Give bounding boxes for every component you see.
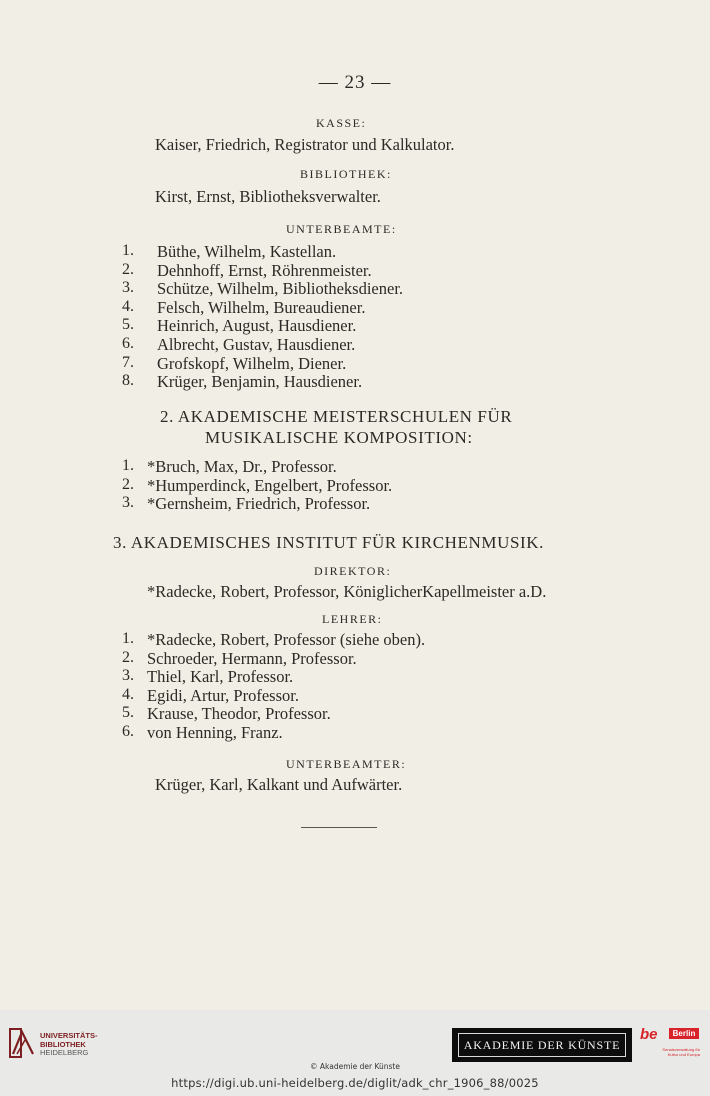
unterbeamte-item-number: 7. — [122, 353, 134, 371]
lehrer-item-number: 4. — [122, 685, 134, 703]
section2-item-entry: *Humperdinck, Engelbert, Professor. — [147, 475, 393, 495]
section2-item-number: 3. — [122, 494, 134, 512]
unterbeamte-item-entry: Schütze, Wilhelm, Bibliotheksdiener. — [157, 279, 404, 299]
ub-line2: BIBLIOTHEK — [40, 1039, 86, 1049]
lehrer-item-entry: *Radecke, Robert, Professor (siehe oben). — [147, 630, 426, 649]
viewer-footer — [0, 1010, 710, 1096]
section2-item-entry: *Bruch, Max, Dr., Professor. — [147, 457, 337, 476]
unterbeamte-item-entry: Büthe, Wilhelm, Kastellan. — [157, 242, 337, 261]
unterbeamte-item-entry: Albrecht, Gustav, Hausdiener. — [157, 335, 356, 354]
unterbeamte-item-entry: Dehnhoff, Ernst, Röhrenmeister. — [157, 260, 372, 280]
section3-heading: 3. AKADEMISCHES INSTITUT FÜR KIRCHENMUSIK. — [113, 533, 545, 552]
kasse-entry: Kaiser, Friedrich, Registrator und Kalkulator. — [155, 135, 455, 154]
unterbeamter-entry: Krüger, Karl, Kalkant und Aufwärter. — [155, 775, 403, 794]
section2-item-number: 2. — [122, 475, 134, 493]
section2-heading-line1: 2. AKADEMISCHE MEISTERSCHULEN FÜR — [160, 407, 513, 426]
unterbeamte-item-number: 3. — [122, 279, 134, 297]
lehrer-item-entry: von Henning, Franz. — [147, 723, 283, 742]
berlin-subtitle: Senatsverwaltung für Kultur und Europa — [662, 1047, 700, 1057]
lehrer-item-entry: Egidi, Artur, Professor. — [147, 685, 299, 705]
unterbeamter-label: UNTERBEAMTER: — [286, 757, 407, 771]
lehrer-item-entry: Schroeder, Hermann, Professor. — [147, 648, 357, 668]
lehrer-item-entry: Thiel, Karl, Professor. — [147, 667, 294, 687]
unterbeamte-item-number: 1. — [122, 242, 134, 259]
unterbeamte-item-number: 4. — [122, 297, 134, 315]
copyright-notice: © Akademie der Künste — [310, 1062, 400, 1071]
lehrer-item-number: 1. — [122, 630, 134, 647]
bibliothek-label: BIBLIOTHEK: — [300, 167, 392, 181]
unterbeamte-item-entry: Krüger, Benjamin, Hausdiener. — [157, 372, 363, 392]
unterbeamte-item-number: 5. — [122, 316, 134, 334]
unterbeamte-item-entry: Felsch, Wilhelm, Bureaudiener. — [157, 297, 366, 317]
ub-heidelberg-logo-icon[interactable] — [9, 1028, 35, 1058]
adk-logo-text: AKADEMIE DER KÜNSTE — [458, 1033, 626, 1057]
section2-item-number: 1. — [122, 457, 134, 474]
unterbeamte-label: UNTERBEAMTE: — [286, 222, 397, 236]
unterbeamte-item-entry: Heinrich, August, Hausdiener. — [157, 316, 357, 336]
ub-line3: HEIDELBERG — [40, 1048, 89, 1057]
page-number: — 23 — — [318, 72, 392, 93]
ub-heidelberg-wordmark[interactable] — [40, 1032, 98, 1058]
bibliothek-entry: Kirst, Ernst, Bibliotheksverwalter. — [155, 187, 381, 206]
permalink-url[interactable]: https://digi.ub.uni-heidelberg.de/diglit/adk_chr_1906_88/0025 — [171, 1076, 539, 1090]
ub-line1: UNIVERSITÄTS- — [40, 1031, 98, 1040]
berlin-box: Berlin — [669, 1028, 699, 1039]
unterbeamte-item-number: 2. — [122, 260, 134, 278]
unterbeamte-item-number: 6. — [122, 335, 134, 352]
lehrer-item-number: 6. — [122, 723, 134, 740]
section2-heading-line2: MUSIKALISCHE KOMPOSITION: — [205, 428, 473, 447]
unterbeamte-item-entry: Grofskopf, Wilhelm, Diener. — [157, 353, 347, 373]
unterbeamte-item-number: 8. — [122, 372, 134, 390]
lehrer-item-entry: Krause, Theodor, Professor. — [147, 704, 331, 724]
lehrer-label: LEHRER: — [322, 612, 383, 626]
direktor-label: DIREKTOR: — [314, 564, 392, 578]
section2-item-entry: *Gernsheim, Friedrich, Professor. — [147, 494, 371, 514]
lehrer-item-number: 5. — [122, 704, 134, 722]
lehrer-item-number: 3. — [122, 667, 134, 685]
lehrer-item-number: 2. — [122, 648, 134, 666]
closing-rule — [301, 827, 377, 828]
adk-logo[interactable] — [452, 1028, 632, 1062]
kasse-label: KASSE: — [316, 116, 367, 130]
direktor-entry: *Radecke, Robert, Professor, KöniglicherKapellmeister a.D. — [147, 582, 547, 601]
berlin-be-mark: be — [640, 1026, 658, 1043]
